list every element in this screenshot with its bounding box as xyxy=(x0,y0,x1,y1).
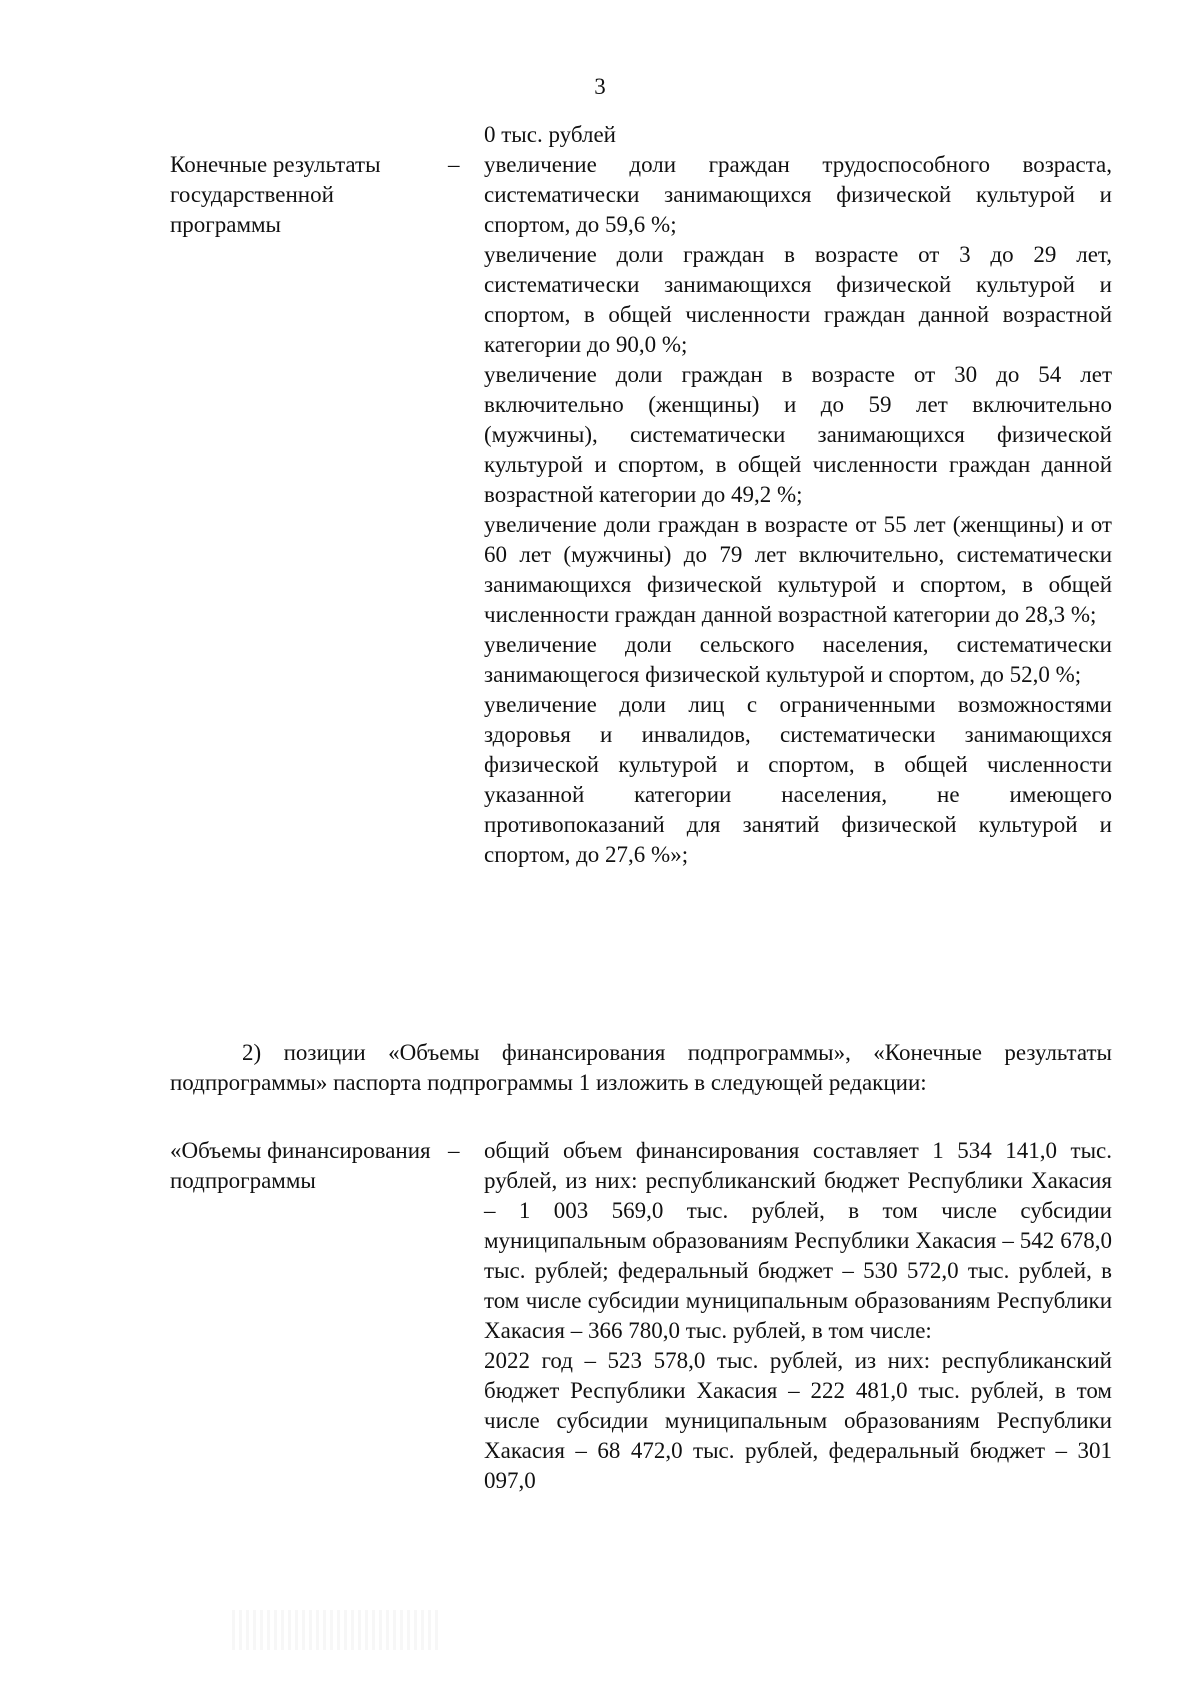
financing-item: 2022 год – 523 578,0 тыс. рублей, из них: республиканский бюджет Республики Хакасия – 222 481,0 тыс. рублей, в том числе субсидии муниципальным образованиям Республики Хакасия – 68 472,0 тыс. рублей, федеральный бюджет – 301 097,0 xyxy=(484,1348,1112,1493)
passport-table-results xyxy=(170,120,1112,870)
row-value-financing xyxy=(484,1136,1112,1496)
passport-row-financing xyxy=(170,1136,1112,1496)
result-item: увеличение доли граждан трудоспособного возраста, систематически занимающихся физической культурой и спортом, до 59,6 %; xyxy=(484,152,1112,237)
continued-value: 0 тыс. рублей xyxy=(484,122,616,147)
scan-artifact xyxy=(232,1610,442,1650)
result-item: увеличение доли граждан в возрасте от 3 до 29 лет, систематически занимающихся физической культурой и спортом, в общей численности граждан данной возрастной категории до 90,0 %; xyxy=(484,242,1112,357)
passport-table-financing xyxy=(170,1136,1112,1496)
result-item: увеличение доли граждан в возрасте от 55 лет (женщины) и от 60 лет (мужчины) до 79 лет включительно, систематически занимающихся физической культурой и спортом, в общей численности граждан данной возрастной категории до 28,3 %; xyxy=(484,512,1112,627)
financing-item: общий объем финансирования составляет 1 534 141,0 тыс. рублей, из них: республиканский бюджет Республики Хакасия – 1 003 569,0 тыс. рублей, в том числе субсидии муниципальным образованиям Республики Хакасия – 542 678,0 тыс. рублей; федеральный бюджет – 530 572,0 тыс. рублей, в том числе субсидии муниципальным образованиям Республики Хакасия – 366 780,0 тыс. рублей, в том числе: xyxy=(484,1138,1112,1343)
result-item: увеличение доли сельского населения, систематически занимающегося физической культурой и спортом, до 52,0 %; xyxy=(484,632,1112,687)
passport-row-results xyxy=(170,150,1112,870)
result-item: увеличение доли лиц с ограниченными возможностями здоровья и инвалидов, систематически занимающихся физической культурой и спортом, в общей численности указанной категории населения, не имеющего противопоказаний для занятий физической культурой и спортом, до 27,6 %»; xyxy=(484,692,1112,867)
row-dash: – xyxy=(448,152,460,177)
result-item: увеличение доли граждан в возрасте от 30 до 54 лет включительно (женщины) и до 59 лет включительно (мужчины), систематически занимающихся физической культурой и спортом, в общей численности граждан данной возрастной категории до 49,2 %; xyxy=(484,362,1112,507)
row-label-results: Конечные результаты государственной программы xyxy=(170,152,381,237)
row-dash: – xyxy=(448,1138,460,1163)
row-value-results xyxy=(484,150,1112,870)
amendment-paragraph: 2) позиции «Объемы финансирования подпрограммы», «Конечные результаты подпрограммы» паспорта подпрограммы 1 изложить в следующей редакции: xyxy=(170,1040,1112,1095)
row-label-financing: «Объемы финансирования подпрограммы xyxy=(170,1138,431,1193)
page-number: 3 xyxy=(594,74,606,99)
